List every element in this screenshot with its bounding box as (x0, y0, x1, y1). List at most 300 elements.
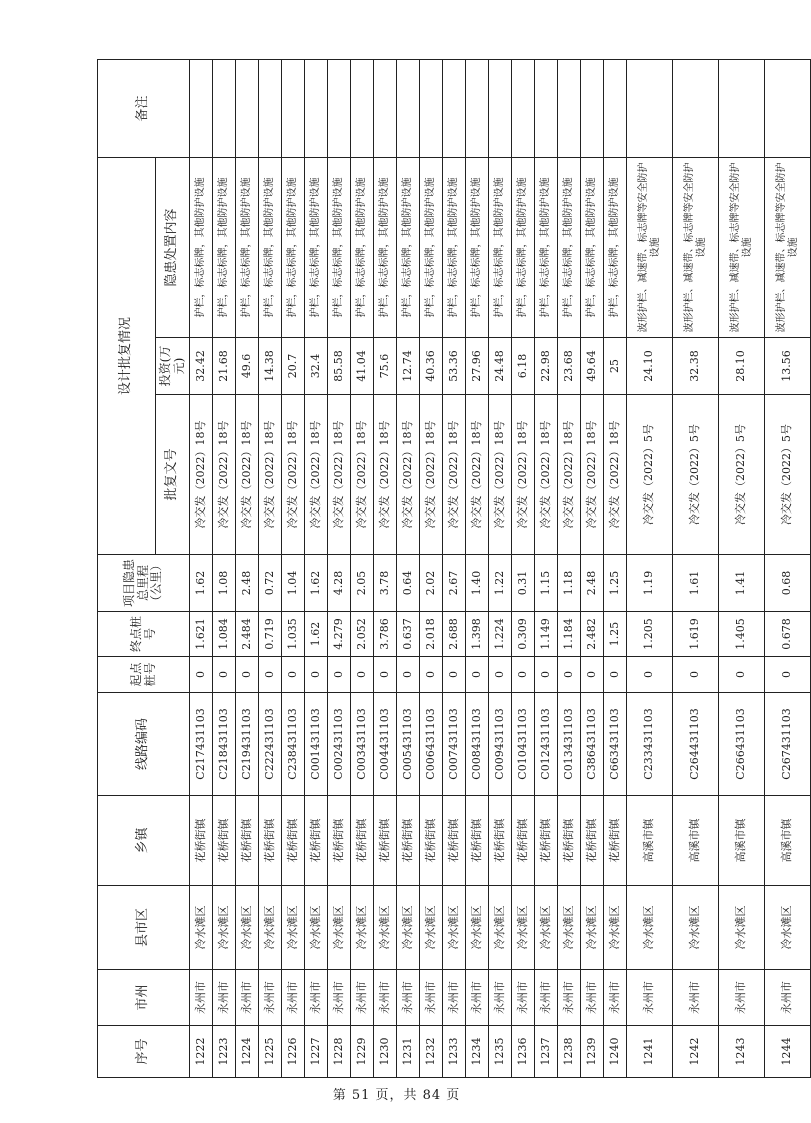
cell-county: 冷水滩区 (604, 886, 627, 970)
cell-mileage: 0.72 (259, 555, 282, 612)
header-road-code: 线路编码 (98, 693, 190, 796)
cell-start: 0 (282, 657, 305, 693)
cell-county: 冷水滩区 (512, 886, 535, 970)
cell-city: 永州市 (443, 970, 466, 1026)
cell-road-code: C222431103 (259, 693, 282, 796)
cell-remark (282, 60, 305, 158)
cell-county: 冷水滩区 (236, 886, 259, 970)
cell-start: 0 (558, 657, 581, 693)
table-row (282, 60, 305, 1078)
hazard-table (97, 59, 811, 1078)
table-row (466, 60, 489, 1078)
table-row (236, 60, 259, 1078)
table-row (558, 60, 581, 1078)
cell-county: 冷水滩区 (765, 886, 811, 970)
cell-seq: 1224 (236, 1026, 259, 1078)
cell-invest: 14.38 (259, 338, 282, 395)
cell-city: 永州市 (397, 970, 420, 1026)
cell-start: 0 (512, 657, 535, 693)
cell-seq: 1227 (305, 1026, 328, 1078)
cell-invest: 49.6 (236, 338, 259, 395)
cell-county: 冷水滩区 (213, 886, 236, 970)
cell-town: 花桥街镇 (443, 796, 466, 886)
cell-remark (581, 60, 604, 158)
cell-content: 波形护栏、减速带、标志牌等安全防护设施 (673, 158, 719, 338)
cell-town: 花桥街镇 (420, 796, 443, 886)
cell-city: 永州市 (282, 970, 305, 1026)
cell-invest: 13.56 (765, 338, 811, 395)
cell-invest: 20.7 (282, 338, 305, 395)
cell-county: 冷水滩区 (719, 886, 765, 970)
cell-county: 冷水滩区 (489, 886, 512, 970)
cell-invest: 49.64 (581, 338, 604, 395)
header-seq: 序号 (98, 1026, 190, 1078)
cell-remark (351, 60, 374, 158)
cell-seq: 1225 (259, 1026, 282, 1078)
cell-doc-no: 冷交发（2022）18号 (328, 395, 351, 555)
table-row (190, 60, 213, 1078)
cell-road-code: C003431103 (351, 693, 374, 796)
cell-content: 护栏，标志标牌，其他防护设施 (443, 158, 466, 338)
cell-town: 花桥街镇 (190, 796, 213, 886)
cell-remark (604, 60, 627, 158)
cell-city: 永州市 (512, 970, 535, 1026)
cell-town: 花桥街镇 (236, 796, 259, 886)
cell-mileage: 1.40 (466, 555, 489, 612)
cell-county: 冷水滩区 (282, 886, 305, 970)
cell-mileage: 0.64 (397, 555, 420, 612)
cell-end: 2.018 (420, 612, 443, 657)
cell-invest: 32.4 (305, 338, 328, 395)
header-mileage: 项目隐患总里程（公里） (98, 555, 190, 612)
cell-road-code: C217431103 (190, 693, 213, 796)
cell-doc-no: 冷交发（2022）18号 (535, 395, 558, 555)
cell-end: 2.688 (443, 612, 466, 657)
cell-city: 永州市 (627, 970, 673, 1026)
cell-seq: 1233 (443, 1026, 466, 1078)
table-row (420, 60, 443, 1078)
cell-county: 冷水滩区 (420, 886, 443, 970)
cell-seq: 1238 (558, 1026, 581, 1078)
cell-town: 花桥街镇 (374, 796, 397, 886)
cell-doc-no: 冷交发（2022）18号 (213, 395, 236, 555)
cell-seq: 1228 (328, 1026, 351, 1078)
cell-end: 1.224 (489, 612, 512, 657)
table-body (190, 60, 811, 1078)
cell-road-code: C001431103 (305, 693, 328, 796)
table-row (397, 60, 420, 1078)
cell-county: 冷水滩区 (397, 886, 420, 970)
cell-doc-no: 冷交发（2022）5号 (765, 395, 811, 555)
header-invest: 投资(万元) (156, 338, 190, 395)
cell-county: 冷水滩区 (351, 886, 374, 970)
cell-start: 0 (443, 657, 466, 693)
cell-invest: 25 (604, 338, 627, 395)
cell-end: 1.084 (213, 612, 236, 657)
cell-mileage: 1.15 (535, 555, 558, 612)
cell-start: 0 (535, 657, 558, 693)
cell-road-code: C007431103 (443, 693, 466, 796)
cell-start: 0 (351, 657, 374, 693)
cell-city: 永州市 (351, 970, 374, 1026)
cell-content: 护栏，标志标牌，其他防护设施 (305, 158, 328, 338)
cell-road-code: C219431103 (236, 693, 259, 796)
cell-remark (719, 60, 765, 158)
cell-road-code: C009431103 (489, 693, 512, 796)
cell-start: 0 (397, 657, 420, 693)
cell-content: 护栏，标志标牌，其他防护设施 (535, 158, 558, 338)
cell-seq: 1244 (765, 1026, 811, 1078)
cell-mileage: 0.31 (512, 555, 535, 612)
cell-end: 1.62 (305, 612, 328, 657)
cell-content: 护栏，标志标牌，其他防护设施 (581, 158, 604, 338)
cell-invest: 40.36 (420, 338, 443, 395)
cell-remark (236, 60, 259, 158)
cell-content: 护栏，标志标牌，其他防护设施 (466, 158, 489, 338)
cell-doc-no: 冷交发（2022）18号 (190, 395, 213, 555)
cell-mileage: 1.25 (604, 555, 627, 612)
cell-mileage: 1.22 (489, 555, 512, 612)
cell-remark (535, 60, 558, 158)
table-container (97, 60, 799, 1078)
cell-remark (558, 60, 581, 158)
cell-mileage: 1.61 (673, 555, 719, 612)
cell-doc-no: 冷交发（2022）5号 (673, 395, 719, 555)
cell-county: 冷水滩区 (581, 886, 604, 970)
table-row (443, 60, 466, 1078)
table-row (581, 60, 604, 1078)
cell-start: 0 (420, 657, 443, 693)
cell-city: 永州市 (719, 970, 765, 1026)
cell-end: 1.619 (673, 612, 719, 657)
cell-city: 永州市 (765, 970, 811, 1026)
cell-end: 0.678 (765, 612, 811, 657)
cell-mileage: 1.62 (190, 555, 213, 612)
cell-seq: 1235 (489, 1026, 512, 1078)
rotated-table-frame (97, 60, 799, 1078)
header-content: 隐患处置内容 (156, 158, 190, 338)
cell-mileage: 2.67 (443, 555, 466, 612)
cell-doc-no: 冷交发（2022）18号 (604, 395, 627, 555)
cell-road-code: C663431103 (604, 693, 627, 796)
cell-remark (765, 60, 811, 158)
cell-invest: 23.68 (558, 338, 581, 395)
cell-mileage: 2.05 (351, 555, 374, 612)
cell-doc-no: 冷交发（2022）5号 (627, 395, 673, 555)
cell-remark (259, 60, 282, 158)
cell-seq: 1240 (604, 1026, 627, 1078)
cell-doc-no: 冷交发（2022）18号 (443, 395, 466, 555)
table-row (259, 60, 282, 1078)
cell-mileage: 0.68 (765, 555, 811, 612)
cell-end: 1.405 (719, 612, 765, 657)
cell-road-code: C004431103 (374, 693, 397, 796)
cell-start: 0 (236, 657, 259, 693)
cell-road-code: C238431103 (282, 693, 305, 796)
cell-invest: 32.42 (190, 338, 213, 395)
cell-remark (190, 60, 213, 158)
cell-county: 冷水滩区 (443, 886, 466, 970)
cell-content: 护栏，标志标牌，其他防护设施 (420, 158, 443, 338)
cell-content: 护栏，标志标牌，其他防护设施 (328, 158, 351, 338)
cell-road-code: C267431103 (765, 693, 811, 796)
cell-county: 冷水滩区 (190, 886, 213, 970)
cell-start: 0 (190, 657, 213, 693)
cell-end: 2.052 (351, 612, 374, 657)
cell-start: 0 (673, 657, 719, 693)
cell-doc-no: 冷交发（2022）18号 (259, 395, 282, 555)
cell-content: 波形护栏、减速带、标志牌等安全防护设施 (627, 158, 673, 338)
cell-end: 1.25 (604, 612, 627, 657)
cell-road-code: C002431103 (328, 693, 351, 796)
cell-city: 永州市 (535, 970, 558, 1026)
cell-seq: 1226 (282, 1026, 305, 1078)
cell-road-code: C264431103 (673, 693, 719, 796)
table-row (512, 60, 535, 1078)
table-row (535, 60, 558, 1078)
cell-doc-no: 冷交发（2022）18号 (236, 395, 259, 555)
header-county: 县市区 (98, 886, 190, 970)
cell-mileage: 1.19 (627, 555, 673, 612)
cell-county: 冷水滩区 (305, 886, 328, 970)
cell-remark (374, 60, 397, 158)
cell-city: 永州市 (236, 970, 259, 1026)
cell-road-code: C010431103 (512, 693, 535, 796)
cell-town: 花桥街镇 (489, 796, 512, 886)
cell-seq: 1241 (627, 1026, 673, 1078)
cell-city: 永州市 (328, 970, 351, 1026)
cell-end: 0.637 (397, 612, 420, 657)
header-town: 乡镇 (98, 796, 190, 886)
table-row (351, 60, 374, 1078)
cell-seq: 1223 (213, 1026, 236, 1078)
cell-town: 花桥街镇 (259, 796, 282, 886)
cell-mileage: 1.04 (282, 555, 305, 612)
header-doc-no: 批复文号 (156, 395, 190, 555)
cell-seq: 1231 (397, 1026, 420, 1078)
cell-road-code: C266431103 (719, 693, 765, 796)
cell-remark (512, 60, 535, 158)
cell-county: 冷水滩区 (466, 886, 489, 970)
cell-doc-no: 冷交发（2022）18号 (466, 395, 489, 555)
table-row (489, 60, 512, 1078)
table-row (765, 60, 811, 1078)
cell-start: 0 (627, 657, 673, 693)
cell-content: 护栏，标志标牌，其他防护设施 (374, 158, 397, 338)
cell-end: 1.184 (558, 612, 581, 657)
cell-invest: 24.10 (627, 338, 673, 395)
cell-city: 永州市 (466, 970, 489, 1026)
cell-end: 1.398 (466, 612, 489, 657)
cell-start: 0 (765, 657, 811, 693)
cell-road-code: C233431103 (627, 693, 673, 796)
cell-city: 永州市 (374, 970, 397, 1026)
table-row (305, 60, 328, 1078)
cell-doc-no: 冷交发（2022）18号 (489, 395, 512, 555)
cell-content: 护栏，标志标牌，其他防护设施 (604, 158, 627, 338)
cell-road-code: C218431103 (213, 693, 236, 796)
cell-start: 0 (259, 657, 282, 693)
cell-city: 永州市 (213, 970, 236, 1026)
table-row (604, 60, 627, 1078)
cell-start: 0 (374, 657, 397, 693)
cell-invest: 21.68 (213, 338, 236, 395)
cell-content: 护栏，标志标牌，其他防护设施 (489, 158, 512, 338)
cell-city: 永州市 (489, 970, 512, 1026)
cell-seq: 1239 (581, 1026, 604, 1078)
cell-start: 0 (305, 657, 328, 693)
cell-content: 波形护栏、减速带、标志牌等安全防护设施 (719, 158, 765, 338)
cell-town: 花桥街镇 (305, 796, 328, 886)
cell-town: 花桥街镇 (328, 796, 351, 886)
cell-end: 4.279 (328, 612, 351, 657)
cell-mileage: 1.08 (213, 555, 236, 612)
cell-invest: 53.36 (443, 338, 466, 395)
cell-end: 1.149 (535, 612, 558, 657)
cell-invest: 12.74 (397, 338, 420, 395)
cell-content: 波形护栏、减速带、标志牌等安全防护设施 (765, 158, 811, 338)
cell-town: 花桥街镇 (604, 796, 627, 886)
cell-invest: 24.48 (489, 338, 512, 395)
cell-town: 花桥街镇 (397, 796, 420, 886)
table-row (328, 60, 351, 1078)
cell-doc-no: 冷交发（2022）18号 (374, 395, 397, 555)
cell-mileage: 1.62 (305, 555, 328, 612)
cell-city: 永州市 (190, 970, 213, 1026)
cell-county: 冷水滩区 (627, 886, 673, 970)
cell-town: 高溪市镇 (627, 796, 673, 886)
cell-road-code: C386431103 (581, 693, 604, 796)
cell-town: 高溪市镇 (719, 796, 765, 886)
cell-invest: 6.18 (512, 338, 535, 395)
cell-remark (673, 60, 719, 158)
cell-city: 永州市 (604, 970, 627, 1026)
cell-doc-no: 冷交发（2022）18号 (397, 395, 420, 555)
cell-mileage: 3.78 (374, 555, 397, 612)
header-end: 终点桩号 (98, 612, 190, 657)
cell-content: 护栏，标志标牌，其他防护设施 (512, 158, 535, 338)
cell-content: 护栏，标志标牌，其他防护设施 (259, 158, 282, 338)
cell-city: 永州市 (259, 970, 282, 1026)
cell-seq: 1236 (512, 1026, 535, 1078)
cell-town: 花桥街镇 (558, 796, 581, 886)
cell-mileage: 1.41 (719, 555, 765, 612)
cell-city: 永州市 (558, 970, 581, 1026)
cell-mileage: 2.02 (420, 555, 443, 612)
cell-doc-no: 冷交发（2022）18号 (282, 395, 305, 555)
cell-town: 花桥街镇 (581, 796, 604, 886)
cell-mileage: 4.28 (328, 555, 351, 612)
cell-invest: 75.6 (374, 338, 397, 395)
page-footer: 第 51 页，共 84 页 (332, 1088, 461, 1103)
table-row (673, 60, 719, 1078)
cell-town: 高溪市镇 (673, 796, 719, 886)
cell-start: 0 (213, 657, 236, 693)
cell-town: 花桥街镇 (466, 796, 489, 886)
table-row (374, 60, 397, 1078)
cell-content: 护栏，标志标牌，其他防护设施 (558, 158, 581, 338)
cell-city: 永州市 (581, 970, 604, 1026)
cell-content: 护栏，标志标牌，其他防护设施 (190, 158, 213, 338)
cell-town: 高溪市镇 (765, 796, 811, 886)
cell-remark (213, 60, 236, 158)
cell-end: 2.484 (236, 612, 259, 657)
cell-remark (443, 60, 466, 158)
cell-doc-no: 冷交发（2022）18号 (558, 395, 581, 555)
cell-town: 花桥街镇 (213, 796, 236, 886)
cell-city: 永州市 (673, 970, 719, 1026)
cell-doc-no: 冷交发（2022）18号 (420, 395, 443, 555)
cell-content: 护栏，标志标牌，其他防护设施 (236, 158, 259, 338)
cell-end: 0.719 (259, 612, 282, 657)
cell-county: 冷水滩区 (259, 886, 282, 970)
header-design: 设计批复情况 (98, 158, 156, 555)
cell-mileage: 2.48 (236, 555, 259, 612)
cell-invest: 27.96 (466, 338, 489, 395)
cell-city: 永州市 (420, 970, 443, 1026)
cell-town: 花桥街镇 (535, 796, 558, 886)
cell-mileage: 1.18 (558, 555, 581, 612)
cell-content: 护栏，标志标牌，其他防护设施 (351, 158, 374, 338)
cell-invest: 28.10 (719, 338, 765, 395)
cell-invest: 22.98 (535, 338, 558, 395)
cell-content: 护栏，标志标牌，其他防护设施 (282, 158, 305, 338)
cell-invest: 32.38 (673, 338, 719, 395)
cell-remark (627, 60, 673, 158)
cell-road-code: C012431103 (535, 693, 558, 796)
cell-remark (466, 60, 489, 158)
cell-end: 0.309 (512, 612, 535, 657)
cell-road-code: C013431103 (558, 693, 581, 796)
cell-seq: 1237 (535, 1026, 558, 1078)
cell-road-code: C008431103 (466, 693, 489, 796)
cell-content: 护栏，标志标牌，其他防护设施 (397, 158, 420, 338)
cell-end: 1.621 (190, 612, 213, 657)
header-remark: 备注 (98, 60, 190, 158)
cell-start: 0 (328, 657, 351, 693)
cell-doc-no: 冷交发（2022）18号 (581, 395, 604, 555)
cell-county: 冷水滩区 (535, 886, 558, 970)
cell-road-code: C006431103 (420, 693, 443, 796)
cell-road-code: C005431103 (397, 693, 420, 796)
cell-doc-no: 冷交发（2022）5号 (719, 395, 765, 555)
table-row (627, 60, 673, 1078)
cell-seq: 1229 (351, 1026, 374, 1078)
cell-remark (489, 60, 512, 158)
cell-end: 3.786 (374, 612, 397, 657)
cell-invest: 41.04 (351, 338, 374, 395)
table-header-row (98, 60, 156, 1078)
cell-seq: 1222 (190, 1026, 213, 1078)
table-row (213, 60, 236, 1078)
cell-county: 冷水滩区 (673, 886, 719, 970)
cell-end: 1.035 (282, 612, 305, 657)
cell-town: 花桥街镇 (351, 796, 374, 886)
cell-start: 0 (604, 657, 627, 693)
cell-county: 冷水滩区 (374, 886, 397, 970)
cell-start: 0 (719, 657, 765, 693)
cell-end: 2.482 (581, 612, 604, 657)
cell-content: 护栏，标志标牌，其他防护设施 (213, 158, 236, 338)
cell-seq: 1242 (673, 1026, 719, 1078)
cell-town: 花桥街镇 (512, 796, 535, 886)
cell-county: 冷水滩区 (558, 886, 581, 970)
cell-remark (397, 60, 420, 158)
cell-remark (328, 60, 351, 158)
cell-seq: 1230 (374, 1026, 397, 1078)
cell-seq: 1234 (466, 1026, 489, 1078)
cell-town: 花桥街镇 (282, 796, 305, 886)
